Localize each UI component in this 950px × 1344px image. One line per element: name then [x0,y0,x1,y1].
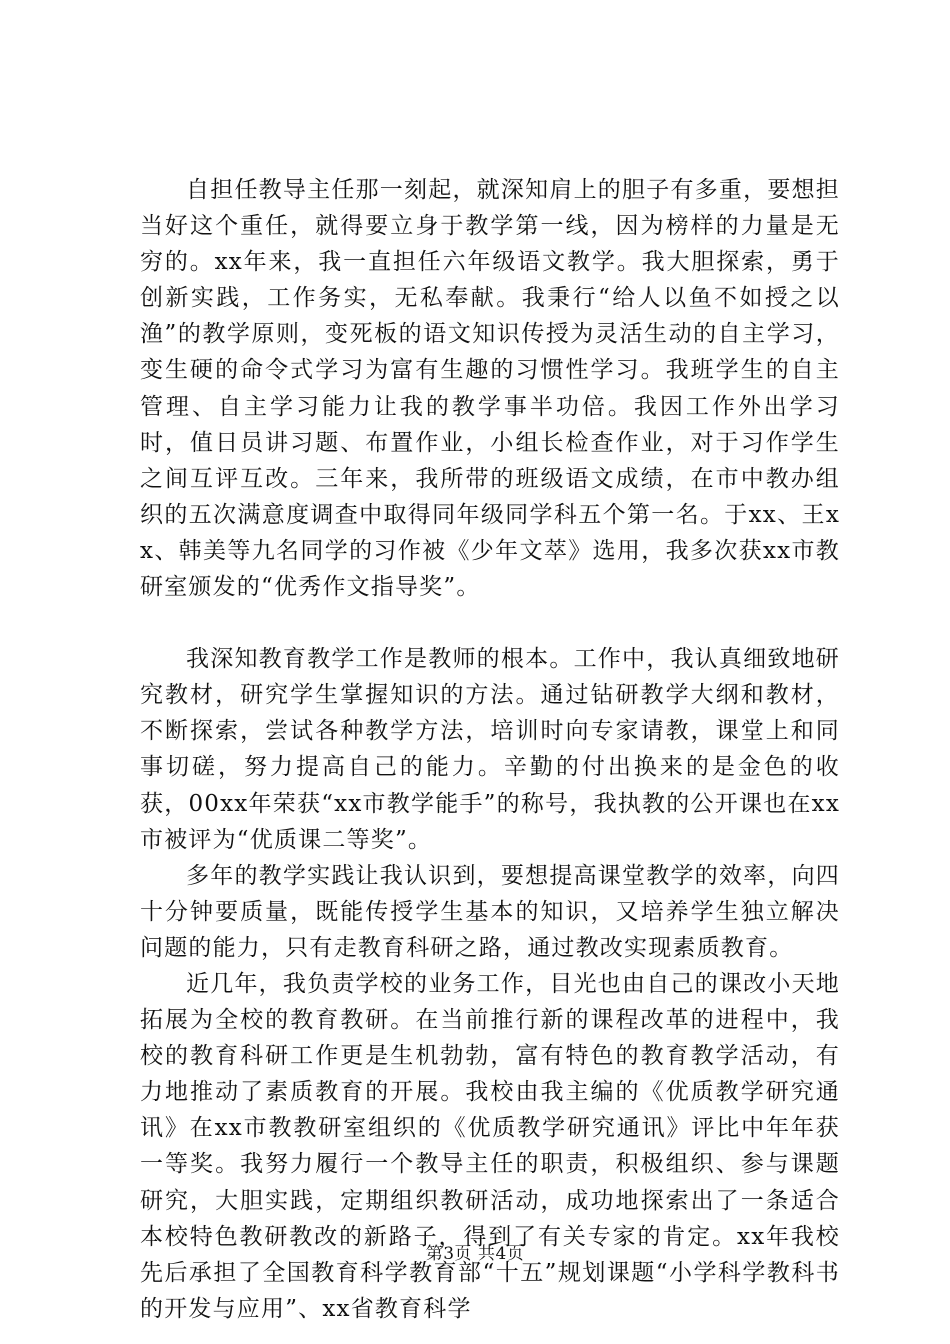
page-footer: 第3页 共4页 [425,1244,525,1264]
paragraph-1: 自担任教导主任那一刻起，就深知肩上的胆子有多重，要想担当好这个重任，就得要立身于教学第一线，因为榜样的力量是无穷的。xx年来，我一直担任六年级语文教学。我大胆探索，勇于创新实践，工作务实，无私奉献。我秉行“给人以鱼不如授之以渔”的教学原则，变死板的语文知识传授为灵活生动的自主学习，变生硬的命令式学习为富有生趣的习惯性学习。我班学生的自主管理、自主学习能力让我的教学事半功倍。我因工作外出学习时，值日员讲习题、布置作业，小组长检查作业，对于习作学生之间互评互改。三年来，我所带的班级语文成绩，在市中教办组织的五次满意度调查中取得同年级同学科五个第一名。于xx、王xx、韩美等九名同学的习作被《少年文萃》选用，我多次获xx市教研室颁发的“优秀作文指导奖”。 [140,177,840,601]
paragraph-spacer [140,605,840,641]
paragraph-2: 我深知教育教学工作是教师的根本。工作中，我认真细致地研究教材，研究学生掌握知识的方法。通过钻研教学大纲和教材，不断探索，尝试各种教学方法，培训时向专家请教，课堂上和同事切磋，努力提高自己的能力。辛勤的付出换来的是金色的收获，00xx年荣获“xx市教学能手”的称号，我执教的公开课也在xx市被评为“优质课二等奖”。 [140,646,840,853]
paragraph-4: 近几年，我负责学校的业务工作，目光也由自己的课改小天地拓展为全校的教育教研。在当前推行新的课程改革的进程中，我校的教育科研工作更是生机勃勃，富有特色的教育教学活动，有力地推动了素质教育的开展。我校由我主编的《优质教学研究通讯》在xx市教教研室组织的《优质教学研究通讯》评比中年年获一等奖。我努力履行一个教导主任的职责，积极组织、参与课题研究，大胆实践，定期组织教研活动，成功地探索出了一条适合本校特色教研教改的新路子，得到了有关专家的肯定。xx年我校先后承担了全国教育科学教育部“十五”规划课题“小学科学教科书的开发与应用”、xx省教育科学 [140,970,840,1322]
paragraph-3: 多年的教学实践让我认识到，要想提高课堂教学的效率，向四十分钟要质量，既能传授学生基本的知识，又培养学生独立解决问题的能力，只有走教育科研之路，通过教改实现素质教育。 [140,862,840,961]
document-body [140,172,840,1327]
